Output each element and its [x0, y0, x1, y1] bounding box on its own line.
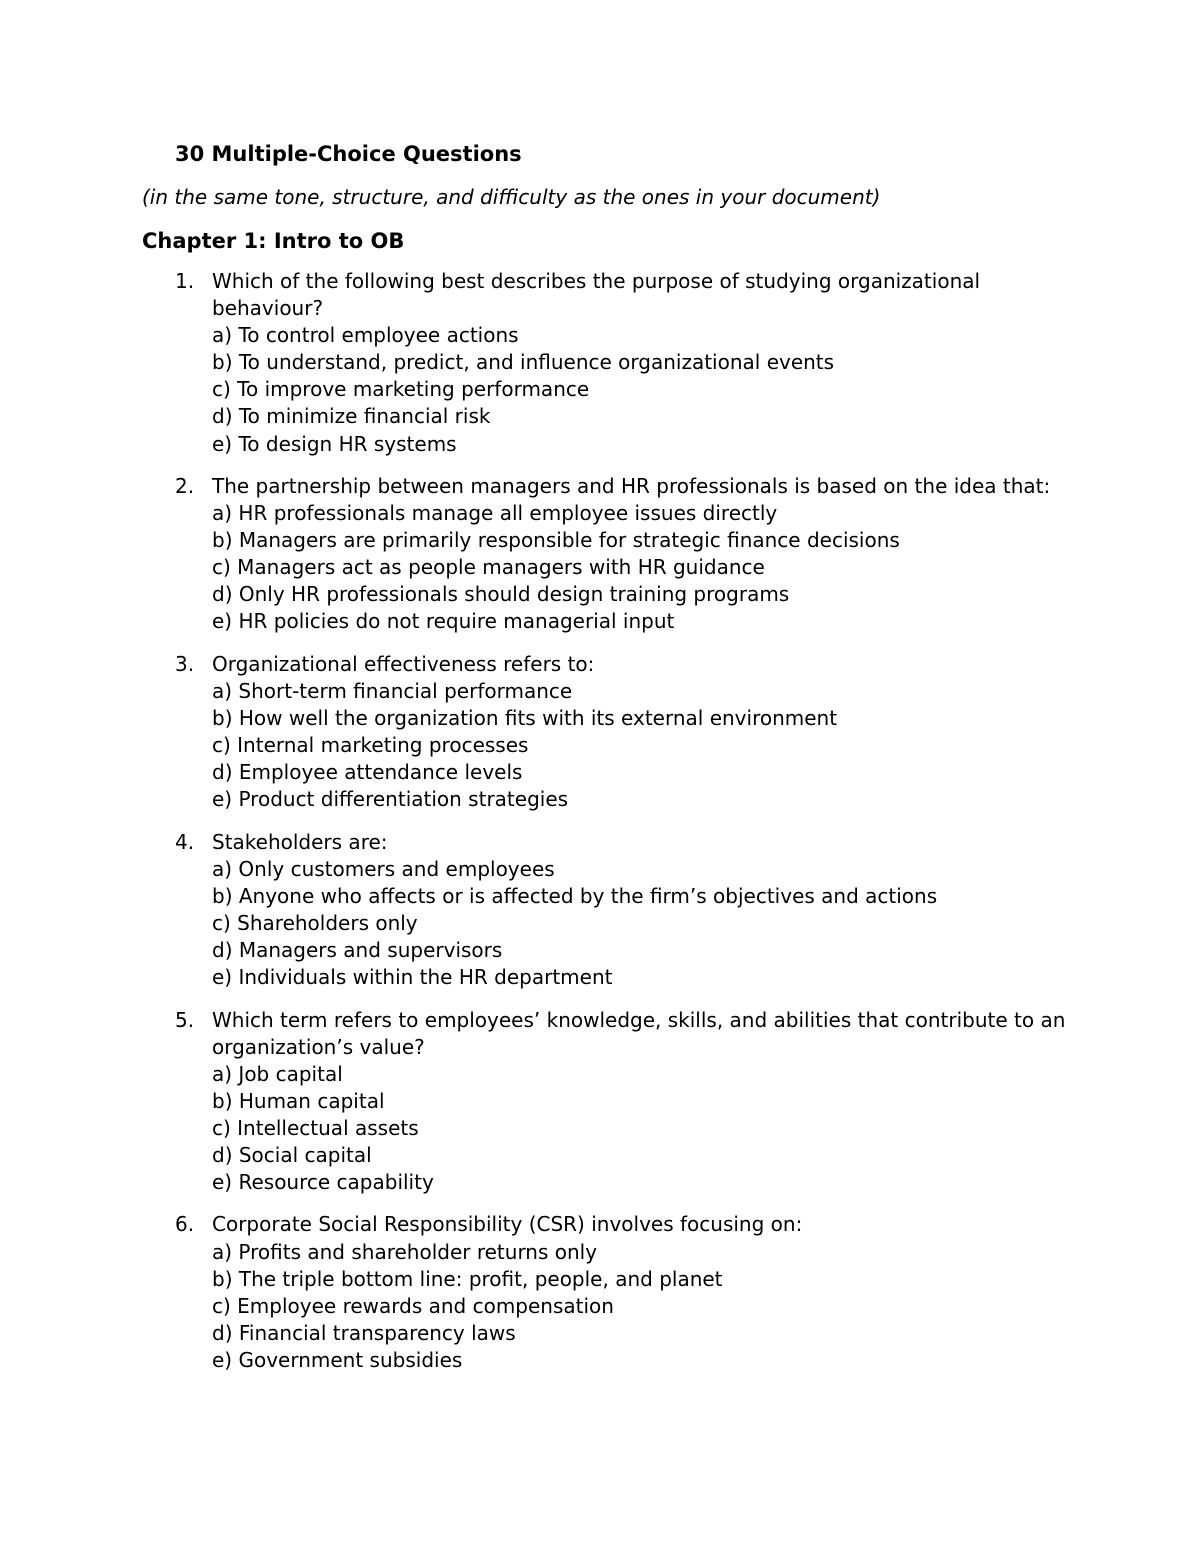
answer-option: e) HR policies do not require managerial input — [212, 609, 675, 634]
question-text: Stakeholders are: — [212, 829, 388, 854]
question-number: 4. — [175, 829, 195, 854]
question-number: 2. — [175, 473, 195, 498]
question-text: Corporate Social Responsibility (CSR) involves focusing on: — [212, 1212, 803, 1237]
answer-option: d) Social capital — [212, 1143, 372, 1167]
question-text: Which term refers to employees’ knowledge, skills, and abilities that contribute to an organization’s value? — [212, 1007, 1066, 1059]
answer-option: c) Intellectual assets — [212, 1115, 419, 1140]
question-item — [142, 829, 1082, 992]
question-item — [142, 1007, 1082, 1197]
question-number: 1. — [175, 269, 195, 293]
answer-option: e) Resource capability — [212, 1170, 434, 1195]
answer-option: d) Employee attendance levels — [212, 760, 523, 785]
answer-option: c) Employee rewards and compensation — [212, 1293, 614, 1318]
answer-option: e) To design HR systems — [212, 431, 457, 456]
answer-option: a) Only customers and employees — [212, 856, 555, 881]
answer-option: a) HR professionals manage all employee issues directly — [212, 501, 778, 526]
answer-option: a) Short-term financial performance — [212, 678, 573, 703]
answer-option: a) Profits and shareholder returns only — [212, 1239, 598, 1264]
answer-option: b) Managers are primarily responsible for strategic finance decisions — [212, 528, 900, 553]
answer-option: d) Financial transparency laws — [212, 1320, 516, 1345]
question-item — [142, 1211, 1082, 1374]
question-item — [142, 473, 1082, 636]
answer-option: a) Job capital — [212, 1061, 343, 1086]
answer-option: d) To minimize financial risk — [212, 404, 491, 429]
question-item — [142, 651, 1082, 814]
answer-option: b) Human capital — [212, 1088, 385, 1113]
question-number: 3. — [175, 651, 195, 676]
answer-option: e) Individuals within the HR department — [212, 965, 613, 990]
document-title: 30 Multiple-Choice Questions — [175, 142, 522, 166]
answer-option: c) Shareholders only — [212, 910, 418, 935]
answer-option: d) Managers and supervisors — [212, 938, 503, 963]
answer-option: a) To control employee actions — [212, 323, 519, 348]
question-text: Organizational effectiveness refers to: — [212, 651, 595, 676]
answer-option: e) Government subsidies — [212, 1347, 463, 1372]
answer-option: c) Internal marketing processes — [212, 733, 529, 758]
question-number: 6. — [175, 1212, 195, 1237]
question-text: Which of the following best describes the purpose of studying organizational behaviour? — [212, 269, 981, 321]
answer-option: b) Anyone who affects or is affected by the firm’s objectives and actions — [212, 883, 938, 908]
answer-option: c) Managers act as people managers with HR guidance — [212, 555, 765, 580]
answer-option: d) Only HR professionals should design training programs — [212, 582, 790, 607]
question-number: 5. — [175, 1007, 195, 1032]
document-subtitle: (in the same tone, structure, and difficulty as the ones in your document) — [142, 185, 881, 209]
answer-option: b) How well the organization fits with its external environment — [212, 706, 838, 730]
answer-option: e) Product differentiation strategies — [212, 787, 569, 812]
question-text: The partnership between managers and HR professionals is based on the idea that: — [212, 473, 1051, 498]
question-list — [142, 268, 1082, 1389]
answer-option: b) To understand, predict, and influence organizational events — [212, 350, 835, 375]
question-item — [142, 268, 1082, 458]
answer-option: b) The triple bottom line: profit, people, and planet — [212, 1266, 723, 1291]
chapter-heading: Chapter 1: Intro to OB — [142, 229, 405, 253]
answer-option: c) To improve marketing performance — [212, 377, 590, 402]
